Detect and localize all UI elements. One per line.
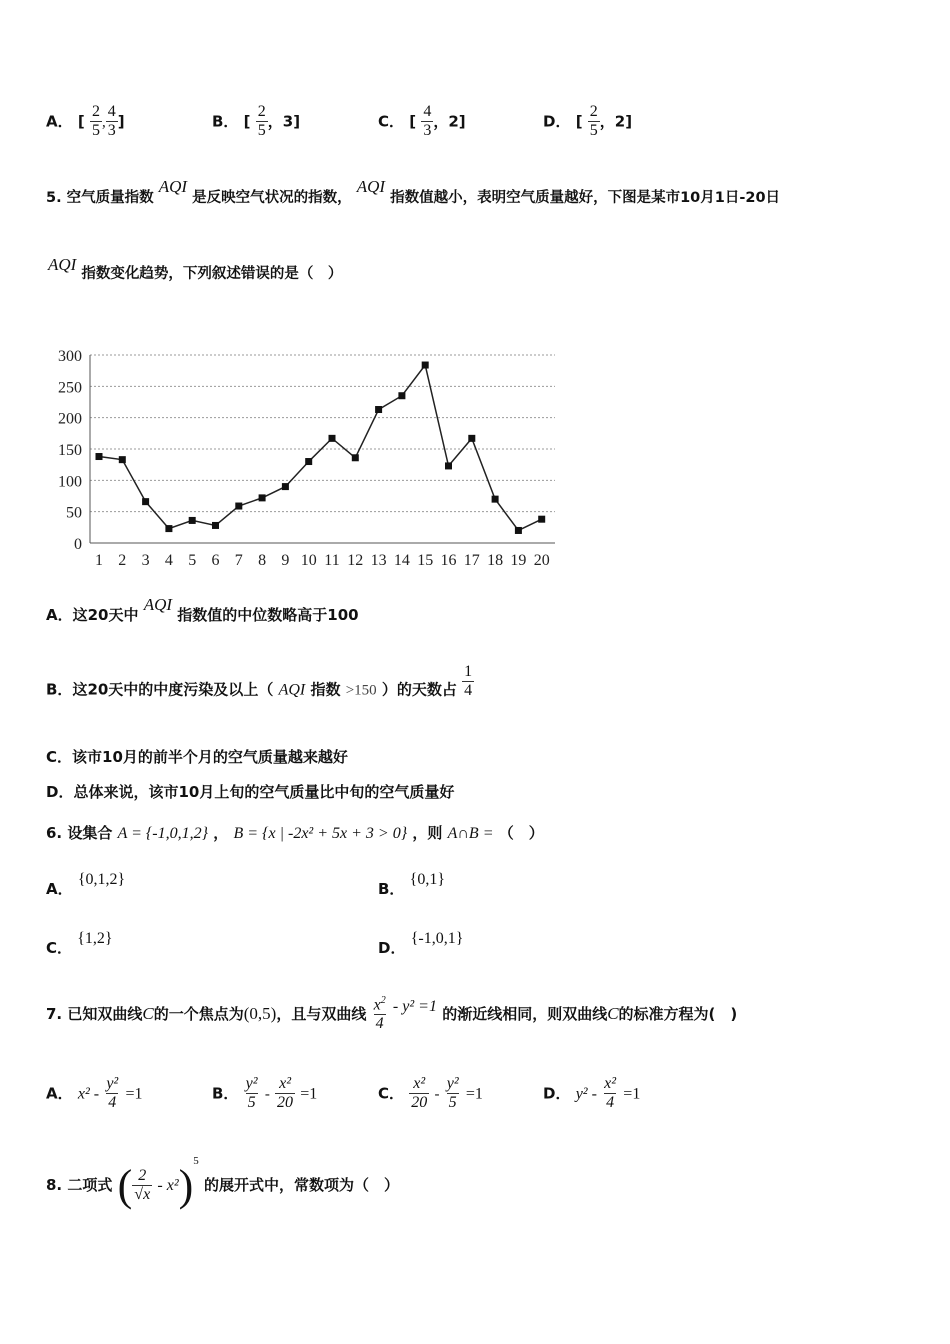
fraction: $\frac{2}{√x}$ [134, 1166, 151, 1203]
data-point [515, 527, 522, 534]
q7-option-d: D． y² - $\frac{\text{x²}}{4}$ =1 [543, 1075, 641, 1111]
x-tick-label: 18 [487, 552, 504, 569]
y-tick-label: 150 [58, 442, 82, 459]
x-tick-label: 2 [118, 552, 127, 569]
fraction: $\frac{4}{3}$ [107, 103, 116, 139]
data-point [445, 462, 452, 469]
q5-line2: AQI 指数变化趋势，下列叙述错误的是（ ） [48, 255, 343, 282]
data-point [189, 517, 196, 524]
data-point [235, 503, 242, 510]
x-tick-label: 1 [95, 552, 103, 569]
q4-option-a: A． [ $\frac{2}{5}$ , $\frac{4}{3}$ ] [46, 103, 125, 139]
q7-option-c: C． $\frac{\text{x²}}{20}$ - $\frac{\text{y²}}{5}$ =1 [378, 1075, 483, 1111]
fraction: $\frac{\text{y²}}{5}$ [245, 1075, 258, 1111]
x-tick-label: 10 [300, 552, 317, 569]
q4-option-d: D． [ $\frac{2}{5}$ ，2] [543, 103, 633, 139]
q5-option-b: B．这20天中的中度污染及以上（ AQI 指数 >150 ）的天数占 $\frac{1}{4}$ [46, 663, 473, 699]
fraction: $\frac{\text{x²}}{20}$ [277, 1075, 294, 1111]
data-point [212, 522, 219, 529]
x-tick-label: 16 [440, 552, 457, 569]
data-point [282, 483, 289, 490]
data-point [305, 458, 312, 465]
q4-option-b: B． [ $\frac{2}{5}$ ，3] [212, 103, 301, 139]
series-line [99, 365, 542, 530]
data-point [375, 406, 382, 413]
data-point [492, 496, 499, 503]
x-tick-label: 14 [393, 552, 410, 569]
data-point [119, 456, 126, 463]
q4-option-c: C． [ $\frac{4}{3}$ ，2] [378, 103, 466, 139]
q5-option-d: D．总体来说，该市10月上旬的空气质量比中旬的空气质量好 [46, 783, 455, 801]
fraction: $\frac{\text{x²}}{20}$ [411, 1075, 428, 1111]
x-tick-label: 5 [188, 552, 197, 569]
q5-line1: 5. 空气质量指数 AQI 是反映空气状况的指数， AQI 指数值越小，表明空气质量越好，下图是某市10月1日-20日 [46, 177, 781, 206]
x-tick-label: 17 [463, 552, 480, 569]
data-point [142, 498, 149, 505]
x-tick-label: 9 [281, 552, 290, 569]
fraction: $\frac{1}{4}$ [464, 663, 473, 699]
fraction: $\frac{2}{5}$ [91, 103, 100, 139]
x-tick-label: 11 [324, 552, 340, 569]
x-tick-label: 4 [164, 552, 173, 569]
data-point [398, 392, 405, 399]
fraction: $\frac{\text{x²}}{4}$ [604, 1075, 617, 1111]
q7-option-b: B． $\frac{\text{y²}}{5}$ - $\frac{\text{x²}}{20}$ =1 [212, 1075, 318, 1111]
y-tick-label: 50 [66, 504, 82, 522]
aqi-line-chart [50, 345, 570, 575]
x-tick-label: 7 [234, 552, 243, 569]
fraction: $\frac{2}{5}$ [257, 103, 266, 139]
q8-stem: 8. 二项式 ( $\frac{2}{√x}$ - x²)$^5$ 的展开式中，常数项为（ ） [46, 1155, 400, 1210]
q6-stem: 6. 设集合 A = {-1,0,1,2} ， B = {x | -2x² + 5x + 3 > 0} ，则 A∩B = （ ） [46, 824, 544, 842]
x-tick-label: 15 [417, 552, 434, 569]
x-tick-label: 20 [533, 552, 550, 569]
x-tick-label: 8 [258, 552, 267, 569]
fraction: $\frac{\text{y²}}{5}$ [446, 1075, 459, 1111]
q6-option-d: D． {-1,0,1} [378, 930, 464, 957]
data-point [538, 516, 545, 523]
q5-option-c: C．该市10月的前半个月的空气质量越来越好 [46, 748, 348, 766]
y-tick-label: 250 [58, 379, 82, 397]
q7-stem: 7. 已知双曲线C的一个焦点为(0,5)，且与双曲线 $\frac{x^2}{4}$ - y² =1 的渐近线相同，则双曲线C的标准方程为( ) [46, 995, 738, 1033]
data-point [329, 435, 336, 442]
x-tick-label: 3 [141, 552, 150, 569]
data-point [165, 525, 172, 532]
y-tick-label: 100 [58, 473, 82, 491]
data-point [96, 453, 103, 460]
q7-option-a: A． x² - $\frac{\text{y²}}{4}$ =1 [46, 1075, 143, 1111]
fraction: $\frac{x^2}{4}$ [373, 995, 386, 1033]
y-tick-label: 0 [74, 536, 82, 553]
x-tick-label: 19 [510, 552, 527, 569]
data-point [259, 494, 266, 501]
q6-option-b: B． {0,1} [378, 871, 446, 898]
data-point [468, 435, 475, 442]
x-tick-label: 12 [347, 552, 364, 569]
y-tick-label: 300 [58, 348, 82, 365]
y-tick-label: 200 [58, 410, 82, 428]
q5-option-a: A．这20天中 AQI 指数值的中位数略高于100 [46, 595, 359, 624]
data-point [422, 362, 429, 369]
x-tick-label: 6 [211, 552, 220, 569]
q6-option-a: A． {0,1,2} [46, 871, 126, 898]
fraction: $\frac{2}{5}$ [589, 103, 598, 139]
fraction: $\frac{4}{3}$ [423, 103, 432, 139]
fraction: $\frac{\text{y²}}{4}$ [106, 1075, 119, 1111]
q6-option-c: C． {1,2} [46, 930, 113, 957]
data-point [352, 454, 359, 461]
x-tick-label: 13 [370, 552, 387, 569]
